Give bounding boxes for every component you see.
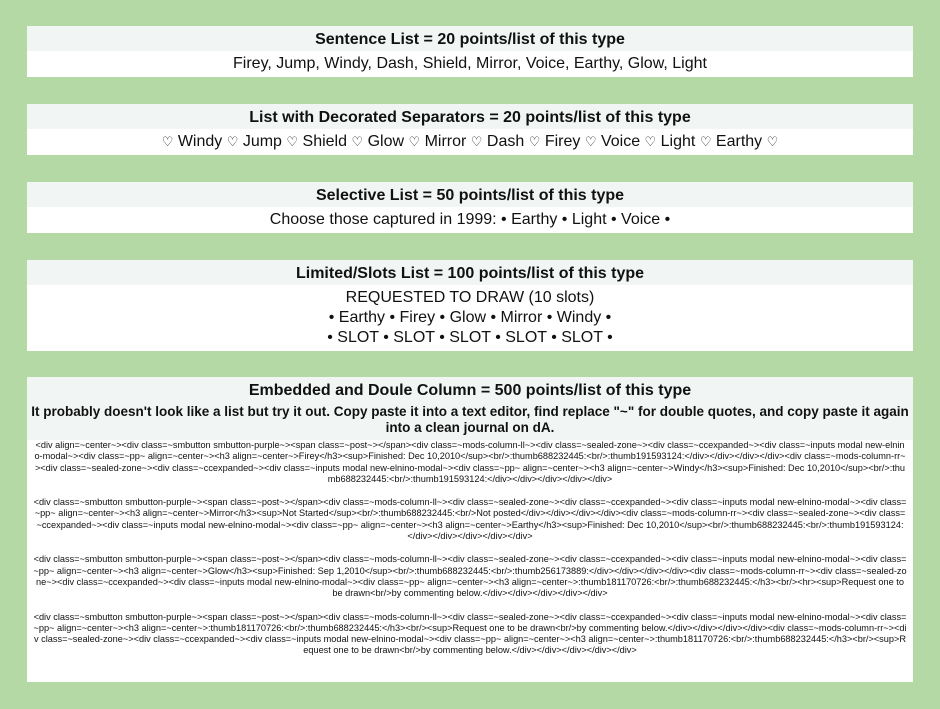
embedded-double-column-section bbox=[27, 377, 913, 682]
heart-separator-icon: ♡ bbox=[584, 134, 597, 149]
list-item: Voice bbox=[600, 133, 641, 150]
code-block: <div class=~smbutton smbutton-purple~><span class=~post~></span><div class=~mods-column-ll~><div class=~sealed-zone~><div class=~ccexpanded~><div class=~inputs modal new-elnino-modal~><div class=~pp~ align=~center~><h3 align=~center~>:thumb181170726:<br/>:thumb688232445:</h3><br/><sup>Request one to be drawn<br/>by commenting below.</div></div></div></div><div class=~mods-column-rr~><div class=~sealed-zone~><div class=~ccexpanded~><div class=~inputs modal new-elnino-modal~><div class=~pp~ align=~center~><h3 align=~center~>:thumb181170726:<br/>:thumb688232445:</h3><br/><sup>Request one to be drawn<br/>by commenting below.</div></div></div></div></div> bbox=[33, 611, 907, 656]
selective-list-body: Choose those captured in 1999: • Earthy • Light • Voice • bbox=[269, 211, 671, 228]
section-title: List with Decorated Separators = 20 points/list of this type bbox=[27, 104, 913, 129]
code-block: <div class=~smbutton smbutton-purple~><span class=~post~></span><div class=~mods-column-ll~><div class=~sealed-zone~><div class=~ccexpanded~><div class=~inputs modal new-elnino-modal~><div class=~pp~ align=~center~><h3 align=~center~>Glow</h3><sup>Finished: Sep 1,2010</sup><br/>:thumb688232445:<br/>:thumb256173889:</div></div></div></div><div class=~mods-column-rr~><div class=~sealed-zone~><div class=~ccexpanded~><div class=~inputs modal new-elnino-modal~><div class=~pp~ align=~center~><h3 align=~center~>:thumb181170726:<br/>:thumb688232445:</h3><br/><hr><sup>Request one to be drawn<br/>by commenting below.</div></div></div></div></div> bbox=[33, 554, 907, 599]
list-item: Light bbox=[660, 133, 696, 150]
list-item: Firey bbox=[544, 133, 581, 150]
heart-separator-icon: ♡ bbox=[766, 134, 779, 149]
heart-separator-icon: ♡ bbox=[226, 134, 239, 149]
heart-separator-icon: ♡ bbox=[644, 134, 657, 149]
slots-list-body bbox=[27, 285, 913, 350]
list-item: Windy bbox=[177, 133, 223, 150]
slots-heading: REQUESTED TO DRAW (10 slots) bbox=[345, 289, 595, 306]
list-item: Jump bbox=[242, 133, 282, 150]
heart-separator-icon: ♡ bbox=[161, 134, 174, 149]
requested-items-line: • Earthy • Firey • Glow • Mirror • Windy • bbox=[328, 309, 612, 326]
code-block: <div class=~smbutton smbutton-purple~><span class=~post~></span><div class=~mods-column-ll~><div class=~sealed-zone~><div class=~ccexpanded~><div class=~inputs modal new-elnino-modal~><div class=~pp~ align=~center~><h3 align=~center~>Mirror</h3><sup>Not Started</sup><br/>:thumb688232445:<br/>Not posted</div></div></div></div><div class=~mods-column-rr~><div class=~sealed-zone~><div class=~ccexpanded~><div class=~inputs modal new-elnino-modal~><div class=~pp~ align=~center~><h3 align=~center~>Earthy</h3><sup>Finished: Dec 10,2010</sup><br/>:thumb688232445:<br/>:thumb191593124:</div></div></div></div></div> bbox=[33, 497, 907, 542]
sentence-list-section bbox=[27, 26, 913, 77]
list-item: Shield bbox=[302, 133, 347, 150]
list-item: Glow bbox=[367, 133, 405, 150]
list-item: Earthy bbox=[715, 133, 763, 150]
instructions-note: It probably doesn't look like a list but try it out. Copy paste it into a text editor, find replace "~" for double quotes, and copy paste it again into a clean journal on dA. bbox=[27, 402, 913, 440]
section-title: Embedded and Doule Column = 500 points/list of this type bbox=[27, 377, 913, 402]
section-title: Selective List = 50 points/list of this type bbox=[27, 182, 913, 207]
code-block: <div align=~center~><div class=~smbutton smbutton-purple~><span class=~post~></span><div class=~mods-column-ll~><div class=~sealed-zone~><div class=~ccexpanded~><div class=~inputs modal new-elnino-modal~><div class=~pp~ align=~center~><h3 align=~center~>Firey</h3><sup>Finished: Dec 10,2010</sup><br/>:thumb688232445:<br/>:thumb191593124:</div></div></div></div><div class=~mods-column-rr~><div class=~sealed-zone~><div class=~ccexpanded~><div class=~inputs modal new-elnino-modal~><div class=~pp~ align=~center~><h3 align=~center~>Windy</h3><sup>Finished: Dec 10,2010</sup><br/>:thumb688232445:<br/>:thumb191593124:</div></div></div></div></div> bbox=[34, 440, 906, 484]
open-slots-line: • SLOT • SLOT • SLOT • SLOT • SLOT • bbox=[327, 329, 613, 346]
sentence-list-body: Firey, Jump, Windy, Dash, Shield, Mirror, Voice, Earthy, Glow, Light bbox=[233, 55, 707, 72]
decorated-separators-section bbox=[27, 104, 913, 155]
heart-separator-icon: ♡ bbox=[699, 134, 712, 149]
heart-separator-icon: ♡ bbox=[351, 134, 364, 149]
selective-list-section bbox=[27, 182, 913, 233]
heart-separator-icon: ♡ bbox=[286, 134, 299, 149]
heart-separator-icon: ♡ bbox=[408, 134, 421, 149]
decorated-list-body bbox=[27, 129, 913, 154]
list-item: Mirror bbox=[424, 133, 467, 150]
slots-list-section bbox=[27, 260, 913, 351]
heart-separator-icon: ♡ bbox=[528, 134, 541, 149]
list-item: Dash bbox=[486, 133, 525, 150]
heart-separator-icon: ♡ bbox=[470, 134, 483, 149]
section-title: Limited/Slots List = 100 points/list of this type bbox=[27, 260, 913, 285]
section-title: Sentence List = 20 points/list of this type bbox=[27, 26, 913, 51]
